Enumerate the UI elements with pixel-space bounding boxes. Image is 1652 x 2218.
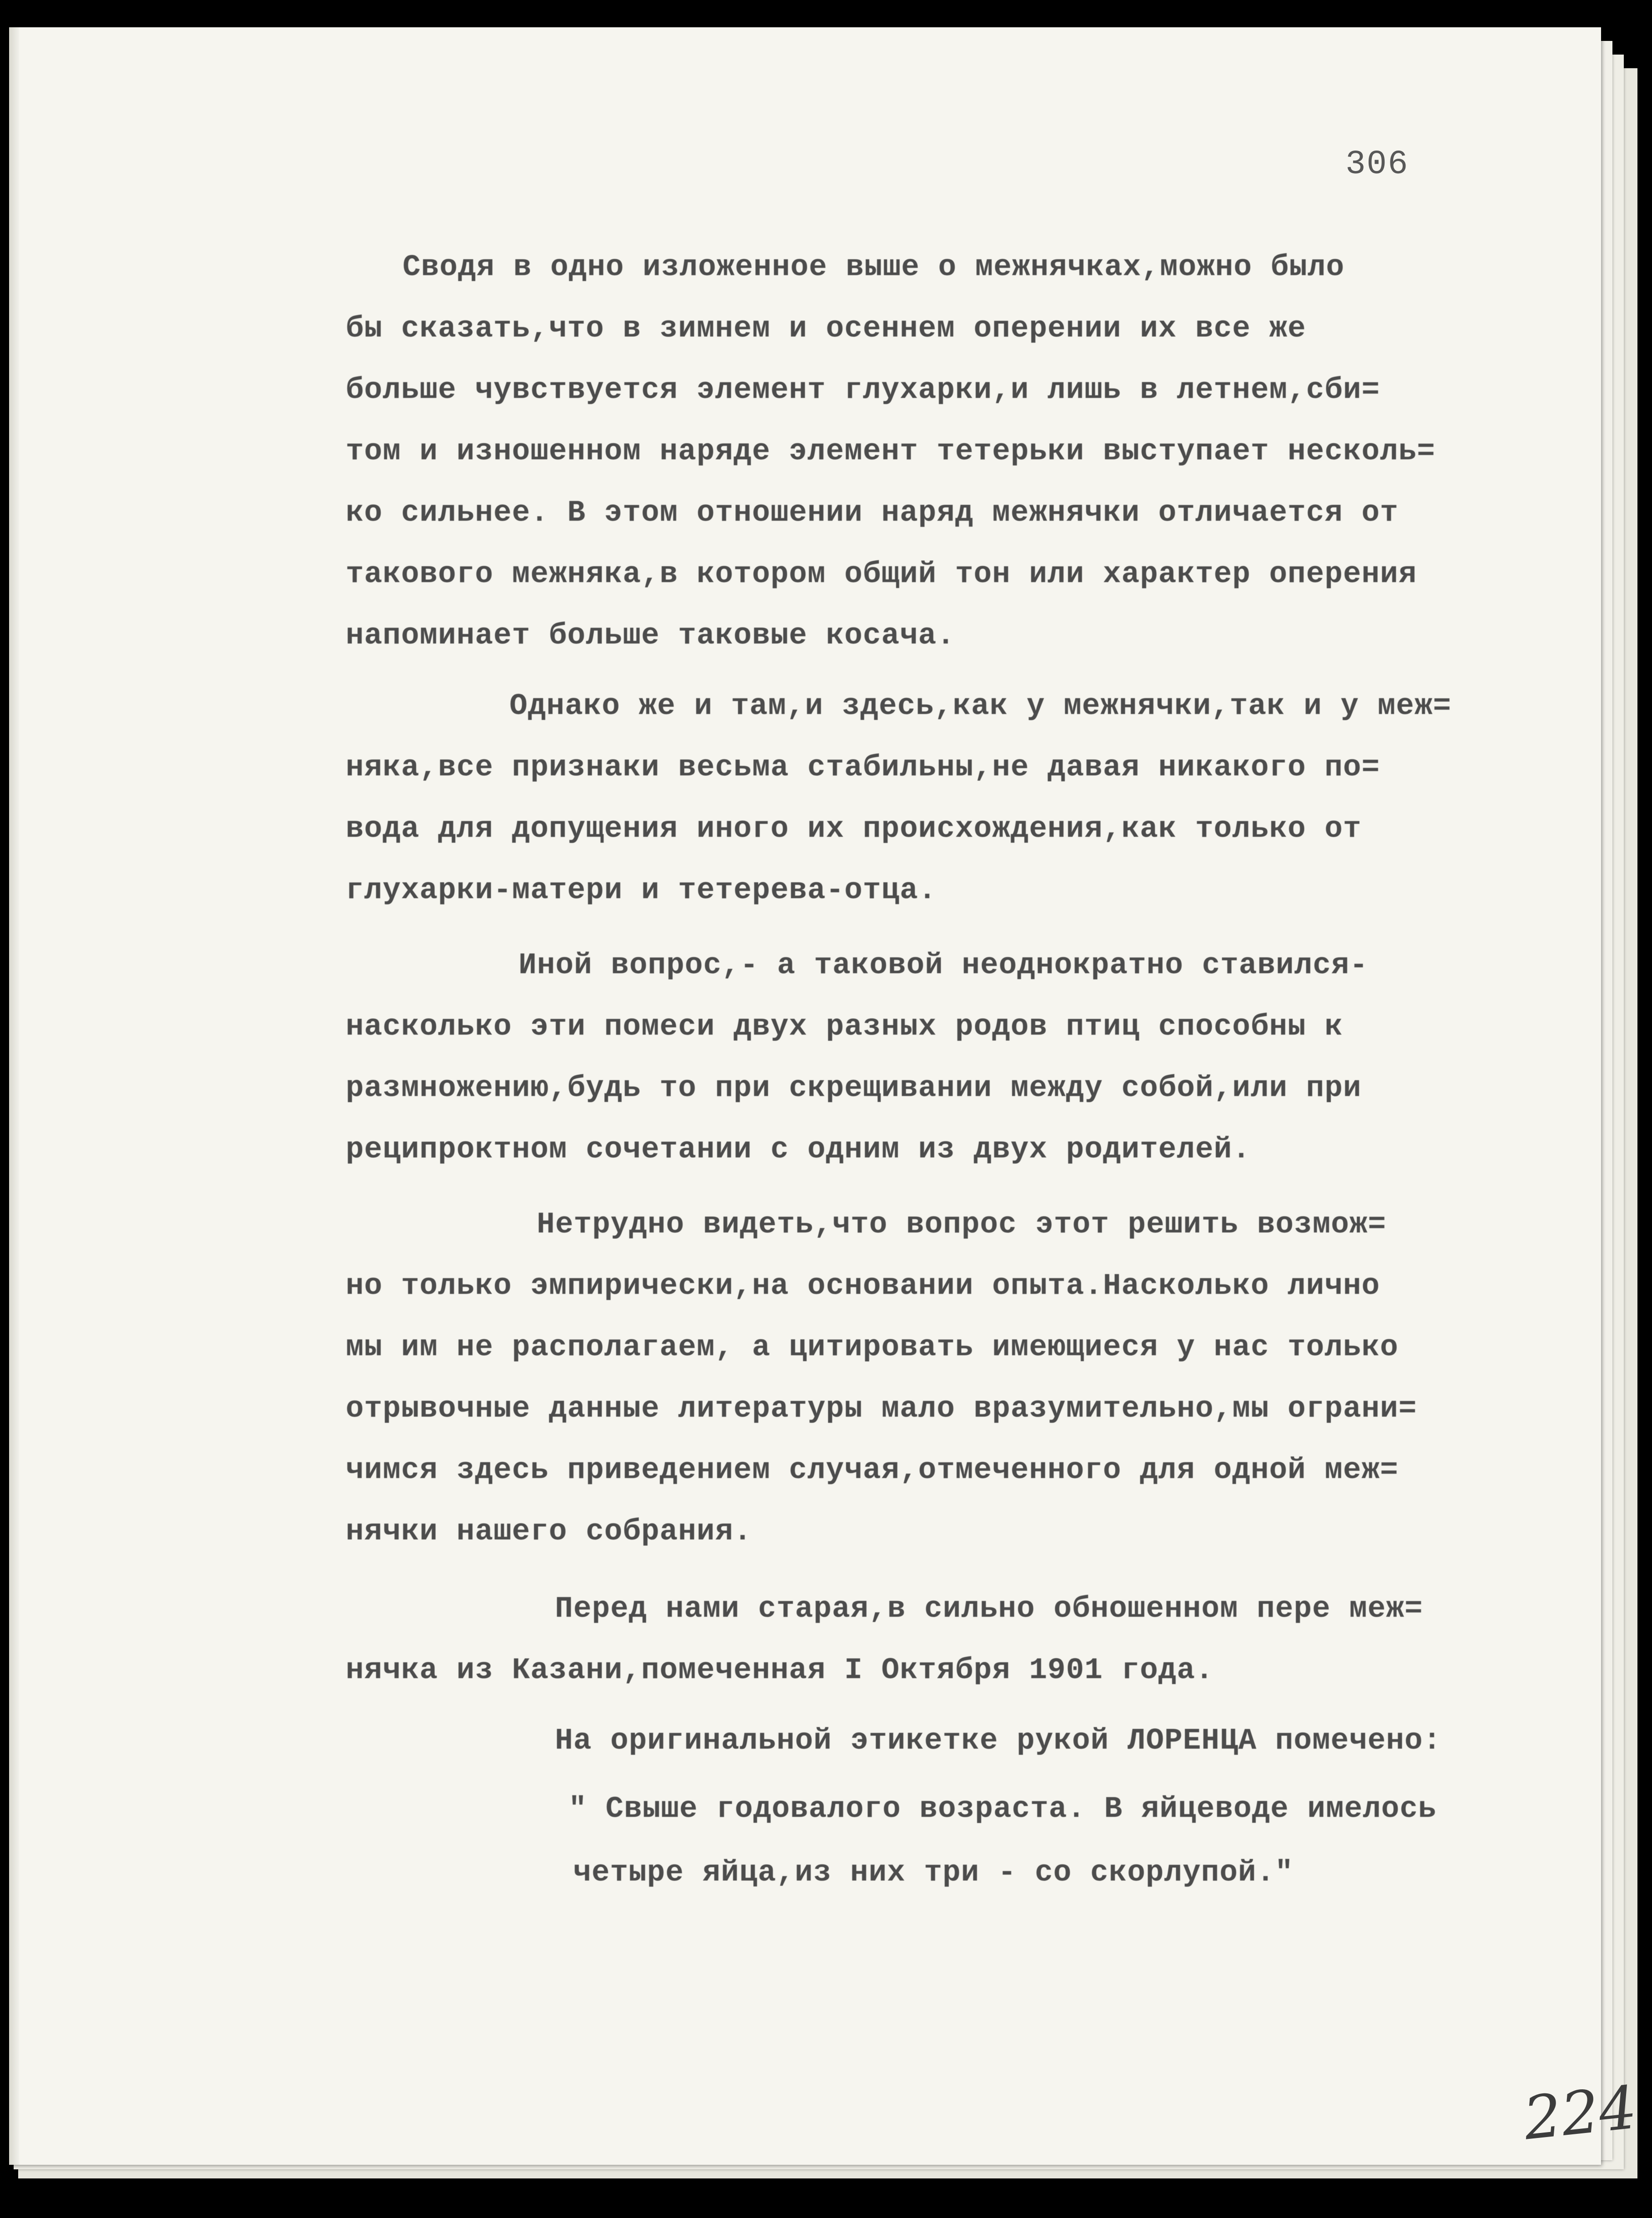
text-line: чимся здесь приведением случая,отмеченного для одной меж= — [346, 1453, 1399, 1487]
text-line: вода для допущения иного их происхождения,как только от — [346, 812, 1362, 846]
text-line: отрывочные данные литературы мало вразумительно,мы ограни= — [346, 1392, 1417, 1426]
text-line: Нетрудно видеть,что вопрос этот решить возмож= — [537, 1207, 1386, 1242]
text-line: но только эмпирически,на основании опыта.Насколько лично — [346, 1269, 1380, 1303]
text-line: реципроктном сочетании с одним из двух родителей. — [346, 1132, 1251, 1167]
text-line: няка,все признаки весьма стабильны,не давая никакого по= — [346, 750, 1380, 785]
text-line: мы им не располагаем, а цитировать имеющиеся у нас только — [346, 1330, 1399, 1364]
text-line: глухарки-матери и тетерева-отца. — [346, 873, 937, 907]
page-number: 306 — [1345, 146, 1409, 184]
typewritten-page — [9, 27, 1640, 2165]
text-line: нячки нашего собрания. — [346, 1514, 752, 1549]
text-line: четыре яйца,из них три - со скорлупой." — [573, 1856, 1294, 1890]
text-line: Иной вопрос,- а таковой неоднократно ставился- — [519, 948, 1368, 982]
text-line: нячка из Казани,помеченная I Октября 1901 года. — [346, 1653, 1214, 1687]
archive-folio-number: 224 — [1520, 2072, 1640, 2153]
text-line: На оригинальной этикетке рукой ЛОРЕНЦА помечено: — [555, 1724, 1442, 1758]
text-line: бы сказать,что в зимнем и осеннем оперении их все же — [346, 312, 1306, 346]
text-line: такового межняка,в котором общий тон или характер оперения — [346, 557, 1417, 591]
text-line: насколько эти помеси двух разных родов птиц способны к — [346, 1010, 1343, 1044]
text-line: Сводя в одно изложенное выше о межнячках,можно было — [403, 250, 1345, 284]
text-line: напоминает больше таковые косача. — [346, 619, 956, 653]
text-line: Перед нами старая,в сильно обношенном пере меж= — [555, 1592, 1423, 1626]
text-line: том и изношенном наряде элемент тетерьки выступает несколь= — [346, 434, 1435, 468]
text-line: больше чувствуется элемент глухарки,и лишь в летнем,сби= — [346, 373, 1380, 407]
text-line: ко сильнее. В этом отношении наряд межнячки отличается от — [346, 496, 1399, 530]
typewritten-text — [9, 27, 1601, 2165]
text-line: размножению,будь то при скрещивании между собой,или при — [346, 1071, 1362, 1105]
text-line: Однако же и там,и здесь,как у межнячки,так и у меж= — [509, 689, 1451, 723]
text-line: " Свыше годовалого возраста. В яйцеводе имелось — [569, 1792, 1437, 1826]
